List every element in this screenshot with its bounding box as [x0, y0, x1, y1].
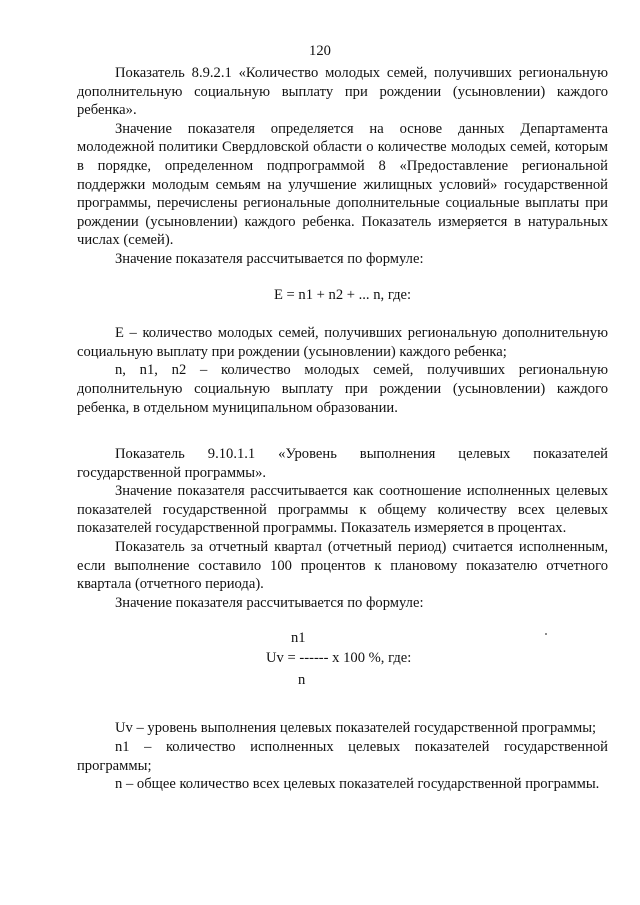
indicator-8-9-2-1-heading: Показатель 8.9.2.1 «Количество молодых семей, получивших региональную дополнительную социальную выплату при рождении (усыновлении) каждого ребенка». — [77, 65, 608, 119]
definition-uv: Uv – уровень выполнения целевых показателей государственной программы; — [115, 720, 597, 737]
indicator-8-9-2-1-description: Значение показателя определяется на основе данных Департамента молодежной политики Свердловской области о количестве молодых семей, которым в порядке, определенном подпрограммой 8 «Предоставление региональной поддержки молодым семьям на улучшение жилищных условий» государственной программы, перечислены региональные дополнительные социальные выплаты при рождении (усыновлении) каждого ребенка. Показатель измеряется в натуральных числах (семей). — [77, 120, 608, 249]
formula-uv-numerator: n1 — [291, 630, 306, 647]
indicator-9-10-1-1-heading: Показатель 9.10.1.1 «Уровень выполнения целевых показателей государственной программы». — [77, 446, 608, 481]
definition-n1: n1 – количество исполненных целевых показателей государственной программы; — [77, 739, 608, 774]
definition-n-n1-n2: n, n1, n2 – количество молодых семей, получивших региональную дополнительную социальную выплату при рождении (усыновлении) каждого ребенка, в отдельном муниципальном образовании. — [77, 362, 608, 416]
formula-uv — [77, 629, 608, 691]
formula-uv-main: Uv = ------ x 100 %, где: — [266, 650, 412, 667]
indicator-9-10-1-1-condition: Показатель за отчетный квартал (отчетный период) считается исполненным, если выполнение составило 100 процентов к плановому показателю отчетного квартала (отчетного периода). — [77, 539, 608, 593]
page-content — [77, 64, 608, 794]
page-number: 120 — [309, 43, 331, 59]
definition-n: n – общее количество всех целевых показателей государственной программы. — [115, 776, 600, 793]
scan-speck — [545, 633, 547, 635]
indicator-8-9-2-1-formula-intro: Значение показателя рассчитывается по формуле: — [115, 250, 424, 267]
formula-e: E = n1 + n2 + ... n, где: — [273, 286, 412, 303]
indicator-9-10-1-1-formula-intro: Значение показателя рассчитывается по формуле: — [115, 594, 424, 611]
formula-uv-denominator: n — [298, 672, 306, 689]
definition-e: E – количество молодых семей, получивших региональную дополнительную социальную выплату при рождении (усыновлении) каждого ребенка; — [77, 325, 608, 360]
indicator-9-10-1-1-description: Значение показателя рассчитывается как соотношение исполненных целевых показателей государственной программы к общему количеству всех целевых показателей государственной программы. Показатель измеряется в процентах. — [77, 483, 608, 537]
